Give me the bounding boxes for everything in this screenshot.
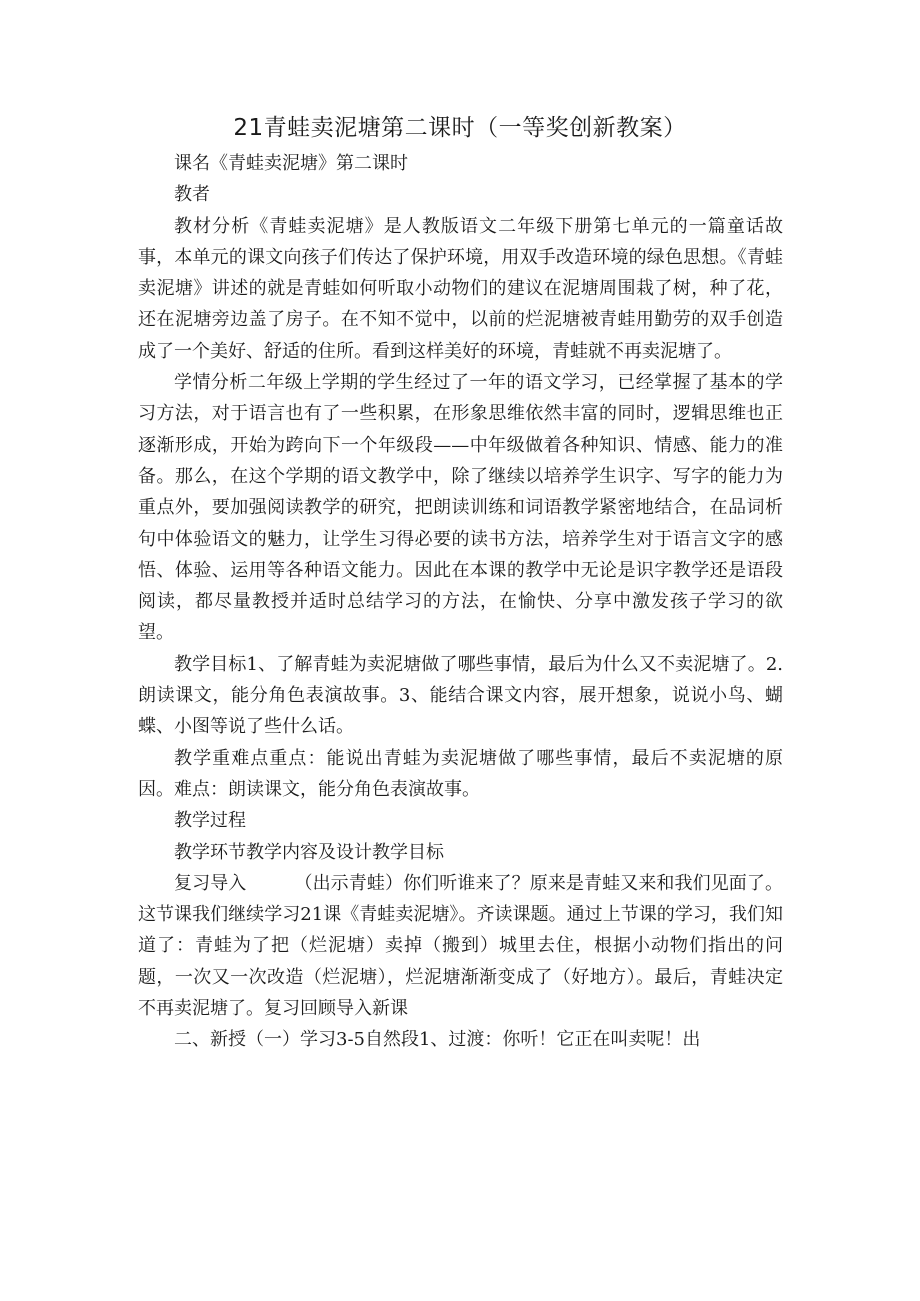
teaching-goals-paragraph: 教学目标1、了解青蛙为卖泥塘做了哪些事情，最后为什么又不卖泥塘了。2.朗读课文，能分角色表演故事。3、能结合课文内容，展开想象，说说小鸟、蝴蝶、小图等说了些什么话。 — [138, 653, 783, 738]
student-analysis-paragraph: 学情分析二年级上学期的学生经过了一年的语文学习，已经掌握了基本的学习方法，对于语言也有了一些积累，在形象思维依然丰富的同时，逻辑思维也正逐渐形成，开始为跨向下一个年级段——中年级做着各种知识、情感、能力的准备。那么，在这个学期的语文教学中，除了继续以培养学生识字、写字的能力为重点外，要加强阅读教学的研究，把朗读训练和词语教学紧密地结合，在品词析句中体验语文的魅力，让学生习得必要的读书方法，培养学生对于语言文字的感悟、体验、运用等各种语文能力。因此在本课的教学中无论是识字教学还是语段阅读，都尽量教授并适时总结学习的方法，在愉快、分享中激发孩子学习的欲望。 — [138, 372, 783, 644]
course-name-line: 课名《青蛙卖泥塘》第二课时 — [174, 153, 408, 174]
teacher-line: 教者 — [174, 184, 210, 206]
key-points-paragraph: 教学重难点重点：能说出青蛙为卖泥塘做了哪些事情，最后不卖泥塘的原因。难点：朗读课文，能分角色表演故事。 — [138, 747, 783, 800]
review-paragraph — [138, 868, 783, 1024]
process-table-header: 教学环节教学内容及设计教学目标 — [174, 841, 444, 863]
textbook-analysis-paragraph: 教材分析《青蛙卖泥塘》是人教版语文二年级下册第七单元的一篇童话故事，本单元的课文向孩子们传达了保护环境，用双手改造环境的绿色思想。《青蛙卖泥塘》讲述的就是青蛙如何听取小动物们的建议在泥塘周围栽了树，种了花，还在泥塘旁边盖了房子。在不知不觉中，以前的烂泥塘被青蛙用勤劳的双手创造成了一个美好、舒适的住所。看到这样美好的环境，青蛙就不再卖泥塘了。 — [138, 215, 783, 362]
review-label: 复习导入 — [174, 872, 247, 894]
teaching-process-heading: 教学过程 — [174, 810, 246, 832]
page-title: 21青蛙卖泥塘第二课时（一等奖创新教案） — [233, 115, 687, 141]
document-body — [138, 148, 783, 1056]
review-body: （出示青蛙）你们听谁来了？原来是青蛙又来和我们见面了。这节课我们继续学习21课《青蛙卖泥塘》。齐读课题。通过上节课的学习，我们知道了：青蛙为了把（烂泥塘）卖掉（搬到）城里去住，根据小动物们指出的问题，一次又一次改造（烂泥塘），烂泥塘渐渐变成了（好地方）。最后，青蛙决定不再卖泥塘了。复习回顾导入新课 — [138, 872, 784, 1020]
new-lesson-paragraph: 二、新授（一）学习3-5自然段1、过渡：你听！它正在叫卖呢！出 — [174, 1029, 701, 1051]
